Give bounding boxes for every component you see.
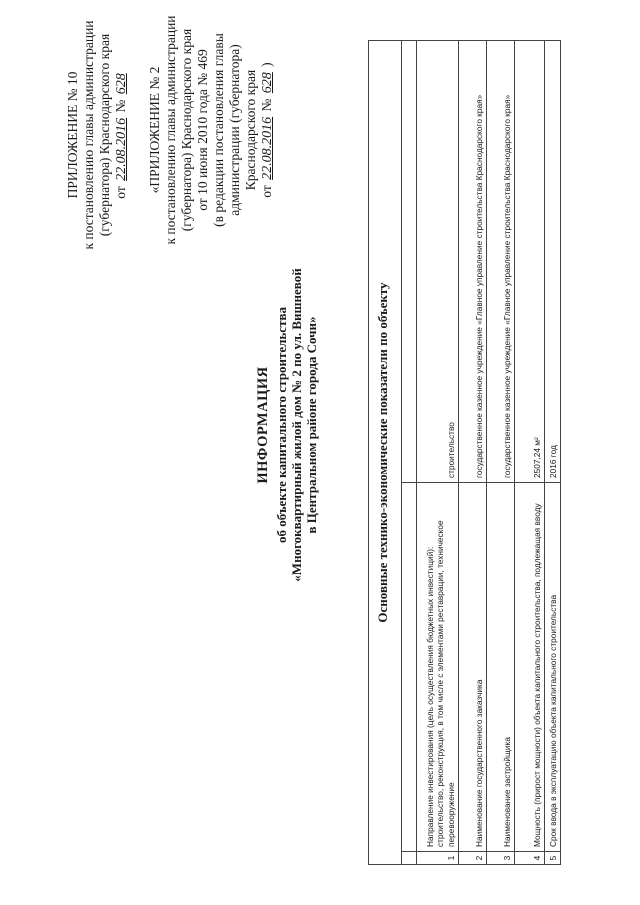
document-title: ИНФОРМАЦИЯ	[255, 366, 271, 484]
appendix-2-line6: Краснодарского края	[243, 69, 258, 191]
appendix-10-number: 628	[114, 73, 129, 95]
appendix-10-date: 22.08.2016	[114, 117, 129, 181]
document-heading	[255, 245, 319, 605]
row-number: 2	[459, 852, 487, 865]
row-label: Мощность (прирост мощности) объекта капитального строительства, подлежащая вводу	[515, 483, 545, 852]
table-row	[487, 41, 515, 865]
row-value: государственное казенное учреждение «Главное управление строительства Краснодарского края»	[487, 41, 515, 483]
table-spacer-row	[402, 41, 417, 865]
appendix-10-title: ПРИЛОЖЕНИЕ № 10	[65, 71, 80, 199]
appendix-2-line2: (губернатора) Краснодарского края	[179, 28, 194, 232]
row-number: 3	[487, 852, 515, 865]
row-number: 1	[417, 852, 459, 865]
appendix-2-line1: к постановлению главы администрации	[163, 15, 178, 245]
appendix-2-block	[147, 15, 276, 245]
appendix-10-line1: к постановлению главы администрации	[81, 20, 96, 250]
appendix-10-date-line	[113, 5, 130, 265]
row-label: Направление инвестирования (цель осуществления бюджетных инвестиций): строительство, реконструкция, в том числе с элементами реставрации, техническое перевооружение	[417, 483, 459, 852]
appendix-2-line4: (в редакции постановления главы	[211, 33, 226, 227]
row-value: 2507,24 м²	[515, 41, 545, 483]
table-row	[459, 41, 487, 865]
heading-line1: об объекте капитального строительства	[274, 307, 289, 543]
appendix-2-date: 22.08.2016	[260, 116, 275, 180]
appendix-2-number: 628	[260, 72, 275, 94]
row-label: Наименование государственного заказчика	[459, 483, 487, 852]
appendix-2-closing: )	[259, 62, 274, 67]
table-section-title: Основные технико-экономические показатели по объекту	[369, 41, 402, 865]
indicators-table	[368, 40, 561, 865]
appendix-2-line5: администрации (губернатора)	[227, 44, 242, 216]
table-row	[545, 41, 561, 865]
appendix-2-line3: от 10 июня 2010 года № 469	[195, 49, 210, 211]
heading-line2: «Многоквартирный жилой дом № 2 по ул. Вишневой	[289, 268, 304, 582]
heading-line3: в Центральном районе города Сочи»	[304, 316, 319, 534]
appendix-2-title: «ПРИЛОЖЕНИЕ № 2	[147, 66, 162, 194]
row-value: 2016 год	[545, 41, 561, 483]
appendix-2-no-sign: №	[259, 98, 274, 112]
appendix-10-block	[65, 5, 130, 265]
appendix-2-date-line	[259, 15, 276, 245]
appendix-10-no-sign: №	[113, 99, 128, 113]
row-value: строительство	[417, 41, 459, 483]
table-row	[417, 41, 459, 865]
row-label: Срок ввода в эксплуатацию объекта капитального строительства	[545, 483, 561, 852]
row-number: 4	[515, 852, 545, 865]
row-number: 5	[545, 852, 561, 865]
appendix-10-line2: (губернатора) Краснодарского края	[97, 33, 112, 237]
row-value: государственное казенное учреждение «Главное управление строительства Краснодарского края»	[459, 41, 487, 483]
appendix-2-from: от	[259, 185, 274, 198]
indicators-table-wrap	[368, 40, 561, 865]
appendix-10-from: от	[113, 186, 128, 199]
row-label: Наименование застройщика	[487, 483, 515, 852]
table-row	[515, 41, 545, 865]
